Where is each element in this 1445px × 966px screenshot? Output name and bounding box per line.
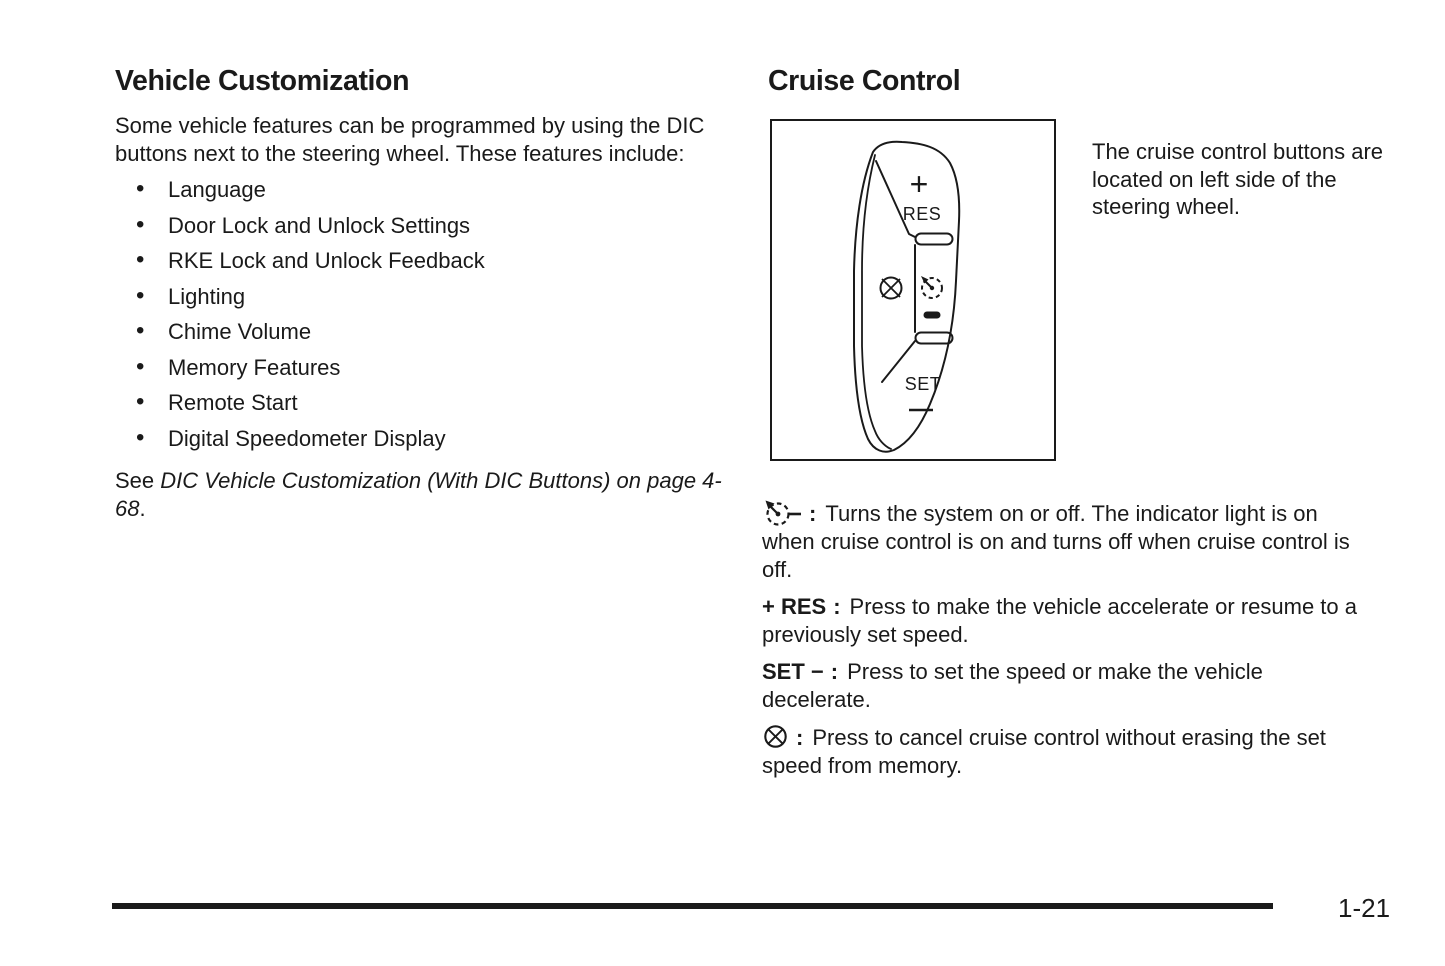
vehicle-customization-heading: Vehicle Customization: [115, 65, 410, 97]
cruise-control-heading: Cruise Control: [768, 65, 961, 97]
set-description: [762, 658, 1370, 713]
list-item: • RKE Lock and Unlock Feedback: [115, 247, 727, 275]
vehicle-customization-section: [115, 64, 727, 522]
see-note-suffix: .: [139, 495, 146, 521]
set-label: SET: [904, 374, 942, 394]
plus-label: +: [909, 166, 929, 202]
list-item: • Lighting: [115, 283, 727, 311]
cruise-cancel-icon: [881, 278, 902, 299]
vehicle-customization-intro: Some vehicle features can be programmed by using the DIC buttons next to the steering wheel. These features include:: [115, 113, 705, 166]
page-number: 1-21: [1338, 893, 1391, 923]
separator-colon: :: [830, 659, 839, 684]
cruise-on-off-icon: [762, 497, 802, 528]
footer-rule: [112, 903, 1273, 909]
see-note-prefix: See: [115, 468, 155, 493]
stalk-outline: [854, 142, 959, 452]
onoff-description: [762, 497, 1370, 583]
feature-list: [115, 176, 727, 452]
figure-caption: The cruise control buttons are located on left side of the steering wheel.: [1092, 139, 1384, 219]
separator-colon: :: [796, 725, 804, 750]
list-item: • Memory Features: [115, 354, 727, 382]
onoff-text: Turns the system on or off. The indicator light is on when cruise control is on and turns off when cruise control is off.: [762, 501, 1350, 582]
res-text: Press to make the vehicle accelerate or resume to a previously set speed.: [762, 594, 1357, 647]
res-rocker-button: [916, 234, 953, 245]
set-button-label: SET −: [762, 659, 824, 684]
cruise-on-off-icon: [921, 276, 942, 298]
list-item: • Remote Start: [115, 389, 727, 417]
res-label: RES: [902, 204, 942, 224]
cancel-description: [762, 723, 1370, 779]
cruise-stalk-diagram: [772, 121, 1054, 459]
cruise-control-descriptions: [762, 497, 1370, 789]
res-description: [762, 593, 1370, 648]
indicator-light: [924, 312, 941, 319]
see-note-reference: DIC Vehicle Customization (With DIC Buttons) on page 4-68: [115, 468, 722, 521]
res-button-label: + RES: [762, 594, 827, 619]
cross-reference-note: [115, 467, 727, 522]
cruise-cancel-icon: [762, 723, 789, 752]
cancel-text: Press to cancel cruise control without erasing the set speed from memory.: [762, 725, 1326, 778]
list-item: • Door Lock and Unlock Settings: [115, 212, 727, 240]
cruise-control-figure: [770, 119, 1056, 461]
list-item: • Digital Speedometer Display: [115, 425, 727, 453]
list-item: • Language: [115, 176, 727, 204]
separator-colon: :: [809, 501, 817, 526]
stalk-side-edge: [862, 155, 891, 449]
separator-colon: :: [833, 594, 841, 619]
set-rocker-button: [916, 333, 953, 344]
list-item: • Chime Volume: [115, 318, 727, 346]
set-text: Press to set the speed or make the vehicle decelerate.: [762, 659, 1263, 712]
